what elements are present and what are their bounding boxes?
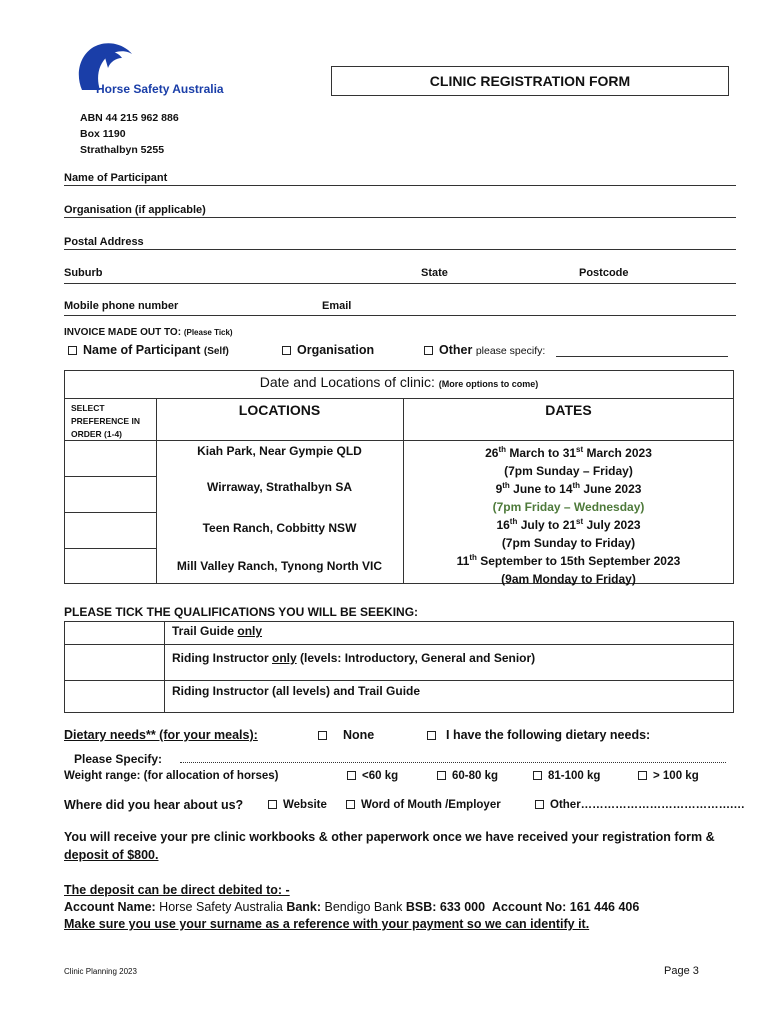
mobile-email-field[interactable] — [64, 315, 736, 316]
participant-field[interactable] — [64, 185, 736, 186]
preference-cell-2[interactable] — [65, 477, 156, 512]
logo-text: Horse Safety Australia — [96, 82, 224, 96]
invoice-other-text: Other — [439, 343, 473, 357]
checkbox-icon[interactable] — [424, 346, 433, 355]
dates-3 — [403, 513, 734, 552]
dates-4-line1: 11th September to 15th September 2023 — [456, 553, 681, 568]
mobile-label: Mobile phone number — [64, 300, 179, 312]
checkbox-icon[interactable] — [268, 800, 277, 809]
invoice-hint: (Please Tick) — [183, 328, 233, 337]
dates-2-line2: (7pm Friday – Wednesday) — [492, 500, 645, 514]
dates-3-line1: 16th July to 21st July 2023 — [496, 517, 641, 532]
weight-option-3[interactable]: 81-100 kg — [533, 770, 600, 782]
invoice-other-field[interactable] — [556, 356, 728, 357]
location-4: Mill Valley Ranch, Tynong North VIC — [176, 559, 383, 573]
abn: ABN 44 215 962 886 — [80, 112, 179, 124]
clinic-title-text: Date and Locations of clinic: — [259, 374, 435, 390]
checkbox-icon[interactable] — [533, 771, 542, 780]
select-preference-label: SELECT PREFERENCE IN ORDER (1-4) — [71, 403, 140, 439]
checkbox-icon[interactable] — [347, 771, 356, 780]
hear-option-website[interactable]: Website — [268, 799, 327, 811]
weight-label: Weight range: (for allocation of horses) — [64, 770, 279, 782]
payment-details: Account Name: Horse Safety Australia Bank: Bendigo Bank BSB: 633 000 Account No: 161 446 406 — [64, 900, 640, 914]
checkbox-icon[interactable] — [437, 771, 446, 780]
checkbox-icon[interactable] — [68, 346, 77, 355]
weight-option-4[interactable]: > 100 kg — [638, 770, 699, 782]
organisation-field[interactable] — [64, 217, 736, 218]
postcode-label: Postcode — [579, 267, 629, 279]
dates-1-line1: 26th March to 31st March 2023 — [485, 445, 652, 460]
dates-1-line2: (7pm Sunday – Friday) — [504, 464, 633, 478]
hear-option-word-of-mouth[interactable]: Word of Mouth /Employer — [346, 799, 501, 811]
dietary-none-option[interactable] — [318, 728, 374, 742]
qualification-tick-3[interactable] — [65, 681, 164, 713]
address-block — [80, 110, 179, 158]
page-number: Page 3 — [664, 965, 699, 977]
dates-3-line2: (7pm Sunday to Friday) — [501, 536, 636, 550]
city: Strathalbyn 5255 — [80, 144, 165, 156]
preference-cell-1[interactable] — [65, 441, 156, 476]
checkbox-icon[interactable] — [638, 771, 647, 780]
clinic-title-note: (More options to come) — [438, 379, 539, 389]
dietary-have-text: I have the following dietary needs: — [446, 728, 651, 742]
qualification-3: Riding Instructor (all levels) and Trail Guide — [172, 684, 421, 698]
invoice-other-option[interactable] — [424, 343, 545, 357]
dietary-none-text: None — [343, 728, 375, 742]
invoice-self-text: Name of Participant — [83, 343, 201, 357]
location-1: Kiah Park, Near Gympie QLD — [197, 444, 362, 458]
qualification-tick-1[interactable] — [65, 622, 164, 644]
dates-2 — [403, 477, 734, 516]
payment-title: The deposit can be direct debited to: - — [64, 883, 290, 897]
dietary-label: Dietary needs** (for your meals): — [64, 728, 258, 742]
payment-reference: Make sure you use your surname as a reference with your payment so we can identify it. — [64, 917, 590, 931]
qualification-1: Trail Guide only — [172, 624, 263, 638]
footer-left: Clinic Planning 2023 — [64, 967, 137, 976]
checkbox-icon[interactable] — [535, 800, 544, 809]
preference-cell-3[interactable] — [65, 513, 156, 548]
dietary-specify-label: Please Specify: — [74, 752, 163, 766]
invoice-self-suffix: (Self) — [203, 346, 229, 357]
location-3: Teen Ranch, Cobbitty NSW — [202, 521, 357, 535]
checkbox-icon[interactable] — [346, 800, 355, 809]
invoice-heading — [64, 327, 233, 338]
dietary-specify-field[interactable] — [180, 762, 726, 763]
invoice-self-option[interactable] — [68, 343, 229, 357]
suburb-label: Suburb — [64, 267, 103, 279]
checkbox-icon[interactable] — [318, 731, 327, 740]
weight-option-2[interactable]: 60-80 kg — [437, 770, 498, 782]
invoice-other-suffix: please specify: — [475, 345, 546, 357]
paperwork-notice: You will receive your pre clinic workbooks & other paperwork once we have received your registration form & deposit of $800. — [64, 830, 715, 862]
checkbox-icon[interactable] — [427, 731, 436, 740]
dates-1 — [403, 441, 734, 480]
invoice-org-option[interactable] — [282, 343, 374, 357]
weight-option-1[interactable]: <60 kg — [347, 770, 398, 782]
clinic-title — [64, 374, 734, 390]
invoice-org-text: Organisation — [297, 343, 375, 357]
qualification-2: Riding Instructor only (levels: Introductory, General and Senior) — [172, 651, 536, 665]
postal-field[interactable] — [64, 249, 736, 250]
locations-header: LOCATIONS — [238, 402, 321, 418]
form-title: CLINIC REGISTRATION FORM — [331, 66, 729, 96]
qualification-tick-2[interactable] — [65, 645, 164, 680]
organisation-label: Organisation (if applicable) — [64, 204, 206, 216]
dates-4 — [403, 549, 734, 588]
hear-label: Where did you hear about us? — [64, 798, 244, 812]
participant-label: Name of Participant — [64, 172, 168, 184]
state-label: State — [421, 267, 448, 279]
dates-2-line1: 9th June to 14th June 2023 — [495, 481, 642, 496]
dates-header: DATES — [545, 402, 592, 418]
dates-4-line2: (9am Monday to Friday) — [501, 572, 636, 586]
email-label: Email — [322, 300, 352, 312]
preference-cell-4[interactable] — [65, 549, 156, 584]
suburb-field[interactable] — [64, 283, 736, 284]
po-box: Box 1190 — [80, 128, 126, 140]
logo — [74, 40, 234, 100]
qualifications-title: PLEASE TICK THE QUALIFICATIONS YOU WILL BE SEEKING: — [64, 605, 419, 619]
checkbox-icon[interactable] — [282, 346, 291, 355]
invoice-label: INVOICE MADE OUT TO: — [64, 327, 182, 338]
hear-option-other[interactable]: Other………………………………….… — [535, 799, 745, 811]
location-2: Wirraway, Strathalbyn SA — [206, 480, 353, 494]
dietary-have-option[interactable] — [427, 728, 650, 742]
postal-label: Postal Address — [64, 236, 144, 248]
